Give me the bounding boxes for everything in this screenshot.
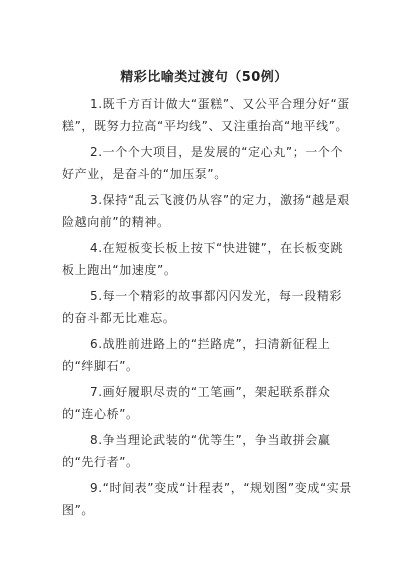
paragraph-8: 8.争当理论武装的“优等生”，争当敢拼会赢的“先行者”。 (62, 433, 331, 469)
paragraph-4: 4.在短板变长板上按下“快进键”，在长板变跳板上跑出“加速度”。 (62, 241, 344, 277)
paragraph-6: 6.战胜前进路上的“拦路虎”，扫清新征程上的“绊脚石”。 (62, 337, 331, 373)
paragraph-5: 5.每一个精彩的故事都闪闪发光，每一段精彩的奋斗都无比难忘。 (62, 289, 343, 325)
paragraph-3: 3.保持“乱云飞渡仍从容”的定力，激扬“越是艰险越向前”的精神。 (62, 193, 350, 229)
paragraph-1: 1.既千方百计做大“蛋糕”、又公平合理分好“蛋糕”，既努力拉高“平均线”、又注重抬高“地平线”。 (62, 97, 350, 133)
paragraph-9: 9.“时间表”变成“计程表”，“规划图”变成“实景图”。 (62, 481, 352, 517)
document-title: 精彩比喻类过渡句（50例） (120, 70, 288, 85)
paragraph-2: 2.一个个大项目，是发展的“定心丸”；一个个好产业，是奋斗的“加压泵”。 (62, 145, 344, 181)
paragraph-7: 7.画好履职尽责的“工笔画”，架起联系群众的“连心桥”。 (62, 385, 331, 421)
document-body (62, 94, 352, 526)
